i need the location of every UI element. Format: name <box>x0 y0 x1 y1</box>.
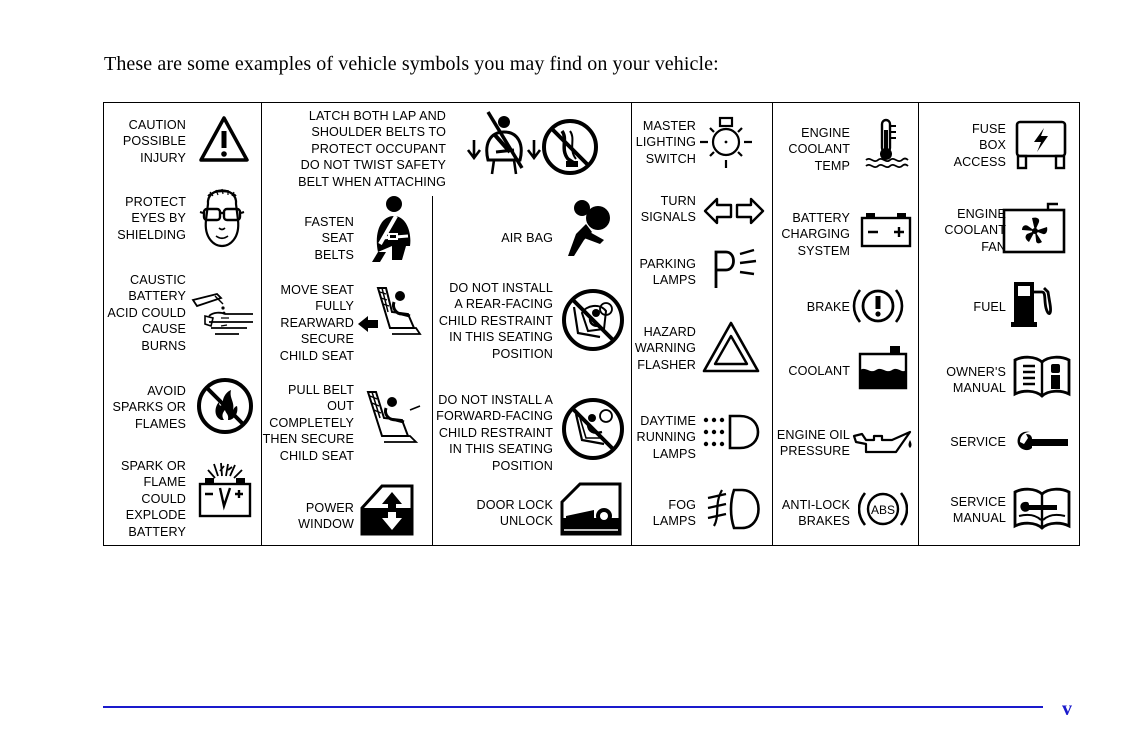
battery-charging-label: BATTERY CHARGING SYSTEM <box>781 211 850 258</box>
turn-signals-label: TURN SIGNALS <box>640 194 696 225</box>
brake-warning-icon <box>852 284 904 328</box>
oil-pressure-label: ENGINE OIL PRESSURE <box>776 428 850 459</box>
parking-lamps-label: PARKING LAMPS <box>639 257 696 288</box>
child-seat-rearward-icon <box>356 282 426 342</box>
fasten-belts-label: FASTEN SEAT BELTS <box>304 215 354 262</box>
turn-signals-icon <box>703 196 765 226</box>
seat-belt-person-icon <box>362 194 422 264</box>
column-divider <box>631 102 632 546</box>
battery-explode-icon <box>198 462 252 518</box>
protect-eyes-label: PROTECT EYES BY SHIELDING <box>117 195 186 242</box>
column-divider <box>432 196 433 546</box>
cooling-fan-icon <box>1002 202 1066 254</box>
face-goggles-icon <box>198 182 246 250</box>
coolant-label: COOLANT <box>788 364 850 378</box>
hazard-triangle-icon <box>701 320 761 374</box>
caustic-acid-label: CAUSTIC BATTERY ACID COULD CAUSE BURNS <box>107 273 186 353</box>
power-window-icon <box>360 484 414 536</box>
owners-manual-label: OWNER'S MANUAL <box>946 365 1006 396</box>
parking-lamps-icon <box>710 248 758 290</box>
footer-rule <box>103 706 1043 708</box>
daytime-running-lamps-icon <box>700 412 766 452</box>
pull-belt-label: PULL BELT OUT COMPLETELY THEN SECURE CHILD SEAT <box>262 383 354 463</box>
fog-lamps-icon <box>704 486 764 532</box>
fuel-label: FUEL <box>973 300 1006 314</box>
acid-hand-icon <box>191 292 255 336</box>
avoid-sparks-label: AVOID SPARKS OR FLAMES <box>112 384 186 431</box>
fuse-box-label: FUSE BOX ACCESS <box>953 122 1006 169</box>
hazard-flasher-label: HAZARD WARNING FLASHER <box>634 325 696 372</box>
caution-triangle-icon <box>198 114 250 164</box>
service-manual-book-icon <box>1013 486 1071 530</box>
coolant-temperature-icon <box>864 118 910 170</box>
no-forward-facing-child-seat-icon <box>560 396 626 462</box>
door-lock-icon <box>560 482 622 536</box>
column-divider <box>918 102 919 546</box>
service-manual-label: SERVICE MANUAL <box>950 495 1006 526</box>
no-twist-belt-icon <box>466 110 542 178</box>
no-twisted-belt-icon <box>540 117 600 177</box>
coolant-fan-label: ENGINE COOLANT FAN <box>944 207 1006 254</box>
no-rear-facing-label: DO NOT INSTALL A REAR-FACING CHILD RESTRAINT IN THIS SEATING POSITION <box>438 281 553 361</box>
oil-can-icon <box>852 426 914 458</box>
caution-label: CAUTION POSSIBLE INJURY <box>122 118 186 165</box>
service-label: SERVICE <box>950 435 1006 449</box>
fuel-pump-icon <box>1010 280 1054 328</box>
no-flames-icon <box>195 376 255 436</box>
anti-lock-brakes-label: ANTI-LOCK BRAKES <box>781 498 850 529</box>
engine-coolant-temp-label: ENGINE COOLANT TEMP <box>788 126 850 173</box>
air-bag-icon <box>562 196 612 258</box>
intro-text: These are some examples of vehicle symbols you may find on your vehicle: <box>104 53 719 75</box>
no-forward-facing-label: DO NOT INSTALL A FORWARD-FACING CHILD RESTRAINT IN THIS SEATING POSITION <box>436 393 553 473</box>
brake-label: BRAKE <box>806 300 850 314</box>
power-window-label: POWER WINDOW <box>298 501 354 532</box>
daytime-running-label: DAYTIME RUNNING LAMPS <box>636 414 696 461</box>
move-seat-label: MOVE SEAT FULLY REARWARD SECURE CHILD SEAT <box>279 283 354 363</box>
no-rear-facing-child-seat-icon <box>560 287 626 353</box>
battery-icon <box>860 212 912 248</box>
column-divider <box>772 102 773 546</box>
column-divider <box>261 102 262 546</box>
page-number: v <box>1062 698 1072 720</box>
latch-belts-label: LATCH BOTH LAP AND SHOULDER BELTS TO PROTECT OCCUPANT DO NOT TWIST SAFETY BELT WHEN ATTACHING <box>298 109 446 189</box>
fog-lamps-label: FOG LAMPS <box>652 498 696 529</box>
coolant-reservoir-icon <box>856 344 910 390</box>
spark-explode-label: SPARK OR FLAME COULD EXPLODE BATTERY <box>121 459 186 539</box>
owners-manual-book-icon <box>1013 354 1071 398</box>
abs-icon-text: ABS <box>870 503 896 517</box>
fuse-box-icon <box>1014 118 1068 170</box>
abs-warning-icon <box>858 488 908 530</box>
door-lock-label: DOOR LOCK UNLOCK <box>476 498 553 529</box>
master-lighting-label: MASTER LIGHTING SWITCH <box>635 119 696 166</box>
child-seat-belt-icon <box>360 386 426 446</box>
wrench-icon <box>1014 428 1070 456</box>
master-lighting-icon <box>698 116 754 170</box>
air-bag-label: AIR BAG <box>501 231 553 245</box>
